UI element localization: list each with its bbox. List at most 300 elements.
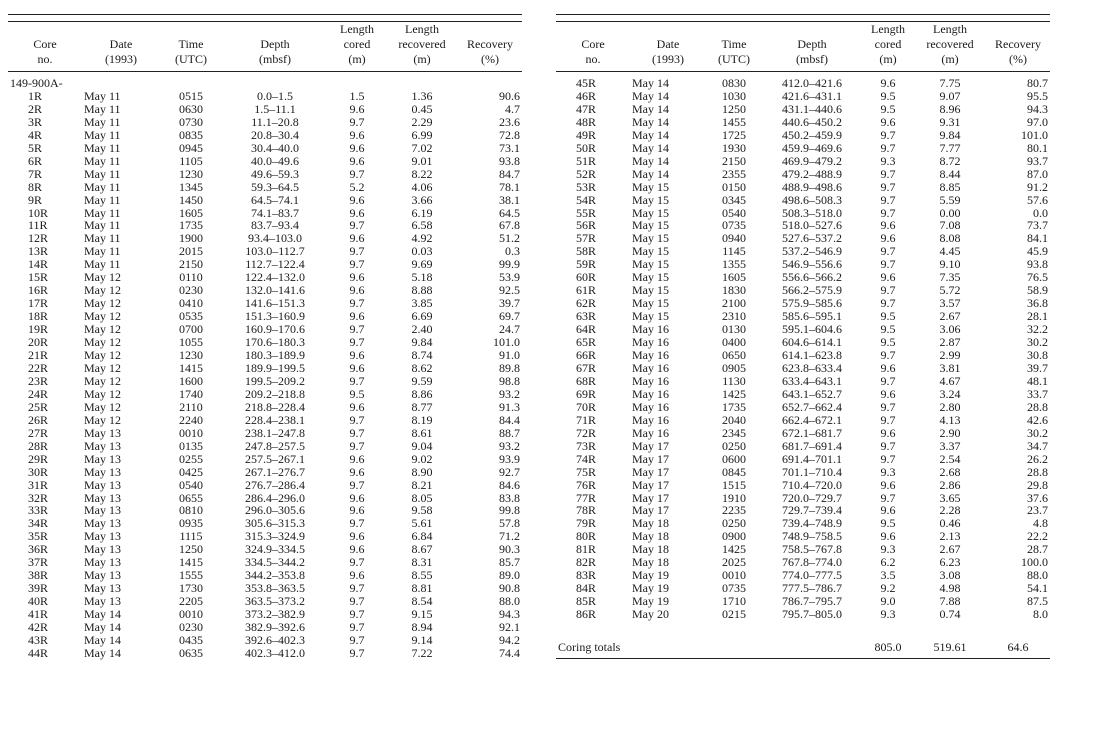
cell-recovery: 36.8 xyxy=(1027,296,1048,311)
cell-depth: 537.2–546.9 xyxy=(782,244,842,259)
cell-depth: 652.7–662.4 xyxy=(782,399,842,414)
table-row xyxy=(556,155,1050,168)
cell-length-cored: 9.7 xyxy=(349,581,365,596)
cell-recovery: 48.1 xyxy=(1027,373,1048,388)
cell-recovery: 74.4 xyxy=(499,645,520,660)
cell-time: 0250 xyxy=(722,516,746,531)
cell-time: 2100 xyxy=(722,296,746,311)
cell-depth: 180.3–189.9 xyxy=(245,348,305,363)
cell-date: May 13 xyxy=(84,451,121,466)
cell-time: 0655 xyxy=(179,490,203,505)
cell-depth: 382.9–392.6 xyxy=(245,620,305,635)
cell-time: 0845 xyxy=(722,464,746,479)
cell-length-cored: 9.6 xyxy=(349,529,365,544)
cell-length-recovered: 8.67 xyxy=(411,542,433,557)
cell-recovery: 45.9 xyxy=(1027,244,1048,259)
cell-depth: 691.4–701.1 xyxy=(782,451,842,466)
cell-core-no: 8R xyxy=(28,179,43,194)
cell-length-recovered: 7.08 xyxy=(939,218,961,233)
cell-core-no: 32R xyxy=(28,490,49,505)
cell-recovery: 90.6 xyxy=(499,88,520,103)
cell-length-cored: 9.7 xyxy=(880,373,896,388)
cell-time: 0810 xyxy=(179,503,203,518)
cell-length-recovered: 7.77 xyxy=(939,140,961,155)
cell-time: 0635 xyxy=(179,645,203,660)
cell-recovery: 88.0 xyxy=(1027,568,1048,583)
cell-recovery: 39.7 xyxy=(499,296,520,311)
cell-depth: 774.0–777.5 xyxy=(782,568,842,583)
cell-length-cored: 9.2 xyxy=(880,581,896,596)
cell-date: May 12 xyxy=(84,360,121,375)
cell-core-no: 73R xyxy=(576,438,597,453)
header-depth: Depth (mbsf) xyxy=(762,22,862,72)
cell-recovery: 54.1 xyxy=(1027,581,1048,596)
cell-length-recovered: 3.08 xyxy=(939,568,961,583)
cell-recovery: 92.1 xyxy=(499,620,520,635)
cell-depth: 421.6–431.1 xyxy=(782,88,842,103)
table-row xyxy=(556,388,1050,401)
cell-time: 0830 xyxy=(722,76,746,90)
cell-length-recovered: 7.02 xyxy=(411,140,433,155)
cell-depth: 49.6–59.3 xyxy=(251,166,299,181)
cell-length-cored: 9.7 xyxy=(880,412,896,427)
cell-core-no: 16R xyxy=(28,283,49,298)
cell-date: May 12 xyxy=(84,283,121,298)
cell-time: 1230 xyxy=(179,348,203,363)
cell-core-no: 41R xyxy=(28,607,49,622)
cell-recovery: 28.1 xyxy=(1027,309,1048,324)
cell-depth: 498.6–508.3 xyxy=(782,192,842,207)
cell-length-recovered: 2.29 xyxy=(411,114,433,129)
cell-core-no: 20R xyxy=(28,335,49,350)
cell-depth: 209.2–218.8 xyxy=(245,386,305,401)
cell-date: May 19 xyxy=(632,594,669,609)
table-row xyxy=(8,479,522,492)
cell-recovery: 80.1 xyxy=(1027,140,1048,155)
cell-depth: 267.1–276.7 xyxy=(245,464,305,479)
table-row xyxy=(8,634,522,647)
cell-core-no: 6R xyxy=(28,153,43,168)
cell-recovery: 29.8 xyxy=(1027,477,1048,492)
cell-length-recovered: 8.90 xyxy=(411,464,433,479)
cell-depth: 305.6–315.3 xyxy=(245,516,305,531)
cell-depth: 189.9–199.5 xyxy=(245,360,305,375)
cell-date: May 14 xyxy=(84,607,121,622)
cell-recovery: 90.8 xyxy=(499,581,520,596)
cell-recovery: 87.0 xyxy=(1027,166,1048,181)
cell-length-recovered: 2.86 xyxy=(939,477,961,492)
cell-date: May 13 xyxy=(84,555,121,570)
cell-length-cored: 9.6 xyxy=(349,309,365,324)
cell-depth: 662.4–672.1 xyxy=(782,412,842,427)
cell-length-cored: 9.3 xyxy=(880,153,896,168)
cell-length-recovered: 6.23 xyxy=(939,555,961,570)
cell-recovery: 24.7 xyxy=(499,322,520,337)
cell-depth: 296.0–305.6 xyxy=(245,503,305,518)
cell-time: 1455 xyxy=(722,114,746,129)
cell-date: May 17 xyxy=(632,477,669,492)
cell-length-recovered: 1.36 xyxy=(411,88,433,103)
cell-time: 0535 xyxy=(179,309,203,324)
cell-length-recovered: 7.75 xyxy=(939,76,961,90)
cell-depth: 527.6–537.2 xyxy=(782,231,842,246)
cell-length-cored: 9.7 xyxy=(349,218,365,233)
cell-time: 1900 xyxy=(179,231,203,246)
cell-core-no: 3R xyxy=(28,114,43,129)
cell-core-no: 44R xyxy=(28,645,49,660)
cell-date: May 15 xyxy=(632,179,669,194)
cell-date: May 14 xyxy=(632,140,669,155)
cell-recovery: 28.8 xyxy=(1027,464,1048,479)
table-row xyxy=(8,129,522,142)
cell-time: 2235 xyxy=(722,503,746,518)
cell-date: May 14 xyxy=(632,76,669,90)
totals-label: Coring totals xyxy=(556,627,862,658)
cell-length-cored: 9.7 xyxy=(349,607,365,622)
cell-length-cored: 9.6 xyxy=(880,425,896,440)
cell-date: May 15 xyxy=(632,309,669,324)
cell-date: May 17 xyxy=(632,451,669,466)
cell-recovery: 91.3 xyxy=(499,399,520,414)
cell-length-recovered: 8.62 xyxy=(411,360,433,375)
cell-recovery: 57.8 xyxy=(499,516,520,531)
cell-depth: 672.1–681.7 xyxy=(782,425,842,440)
cell-recovery: 83.8 xyxy=(499,490,520,505)
cell-length-recovered: 9.69 xyxy=(411,257,433,272)
cell-length-recovered: 2.67 xyxy=(939,542,961,557)
core-table-right xyxy=(556,14,1050,659)
cell-length-cored: 9.7 xyxy=(349,516,365,531)
cell-length-recovered: 5.59 xyxy=(939,192,961,207)
table-row xyxy=(556,103,1050,116)
cell-core-no: 13R xyxy=(28,244,49,259)
cell-date: May 15 xyxy=(632,231,669,246)
cell-length-cored: 9.7 xyxy=(349,114,365,129)
cell-length-recovered: 9.84 xyxy=(411,335,433,350)
cell-depth: 488.9–498.6 xyxy=(782,179,842,194)
cell-date: May 17 xyxy=(632,438,669,453)
cell-length-recovered: 8.85 xyxy=(939,179,961,194)
cell-core-no: 84R xyxy=(576,581,597,596)
cell-time: 1600 xyxy=(179,373,203,388)
totals-recovery: 64.6 xyxy=(986,627,1050,658)
cell-length-cored: 9.7 xyxy=(349,166,365,181)
table-row xyxy=(556,608,1050,621)
cell-length-cored: 9.6 xyxy=(880,529,896,544)
cell-length-cored: 9.7 xyxy=(349,257,365,272)
cell-core-no: 54R xyxy=(576,192,597,207)
cell-recovery: 26.2 xyxy=(1027,451,1048,466)
cell-depth: 334.5–344.2 xyxy=(245,555,305,570)
cell-length-recovered: 5.72 xyxy=(939,283,961,298)
cell-length-recovered: 8.21 xyxy=(411,477,433,492)
cell-date: May 12 xyxy=(84,270,121,285)
cell-depth: 170.6–180.3 xyxy=(245,335,305,350)
cell-length-cored: 5.2 xyxy=(349,179,365,194)
totals-row xyxy=(556,627,1050,658)
cell-recovery: 30.2 xyxy=(1027,335,1048,350)
cell-depth: 0.0–1.5 xyxy=(257,88,293,103)
cell-recovery: 42.6 xyxy=(1027,412,1048,427)
cell-core-no: 78R xyxy=(576,503,597,518)
cell-recovery: 89.0 xyxy=(499,568,520,583)
cell-length-recovered: 2.54 xyxy=(939,451,961,466)
cell-recovery: 99.9 xyxy=(499,257,520,272)
cell-depth: 276.7–286.4 xyxy=(245,477,305,492)
cell-core-no: 58R xyxy=(576,244,597,259)
cell-core-no: 69R xyxy=(576,386,597,401)
cell-length-recovered: 0.03 xyxy=(411,244,433,259)
cell-date: May 16 xyxy=(632,348,669,363)
cell-time: 1030 xyxy=(722,88,746,103)
cell-date: May 13 xyxy=(84,425,121,440)
table-row xyxy=(8,647,522,660)
cell-depth: 701.1–710.4 xyxy=(782,464,842,479)
cell-recovery: 23.6 xyxy=(499,114,520,129)
cell-recovery: 99.8 xyxy=(499,503,520,518)
table-row xyxy=(556,414,1050,427)
cell-recovery: 90.3 xyxy=(499,542,520,557)
table-row xyxy=(8,155,522,168)
cell-length-cored: 9.7 xyxy=(880,451,896,466)
cell-date: May 18 xyxy=(632,529,669,544)
cell-depth: 112.7–122.4 xyxy=(245,257,305,272)
cell-recovery: 73.1 xyxy=(499,140,520,155)
header-length-cored: Length cored (m) xyxy=(328,22,386,72)
cell-length-cored: 9.6 xyxy=(880,503,896,518)
cell-core-no: 52R xyxy=(576,166,597,181)
cell-core-no: 15R xyxy=(28,270,49,285)
cell-recovery: 95.5 xyxy=(1027,88,1048,103)
cell-time: 1115 xyxy=(179,529,203,544)
cell-time: 2110 xyxy=(179,399,203,414)
cell-recovery: 93.8 xyxy=(499,153,520,168)
cell-date: May 15 xyxy=(632,218,669,233)
cell-length-recovered: 4.67 xyxy=(939,373,961,388)
cell-length-cored: 9.6 xyxy=(349,399,365,414)
totals-length-cored: 805.0 xyxy=(862,627,914,658)
site-label: 149-900A- xyxy=(10,76,63,90)
cell-length-cored: 9.7 xyxy=(349,425,365,440)
cell-recovery: 4.7 xyxy=(505,101,520,116)
cell-depth: 786.7–795.7 xyxy=(782,594,842,609)
cell-core-no: 26R xyxy=(28,412,49,427)
cell-length-recovered: 6.69 xyxy=(411,309,433,324)
cell-date: May 19 xyxy=(632,581,669,596)
cell-date: May 14 xyxy=(84,645,121,660)
cell-length-recovered: 2.80 xyxy=(939,399,961,414)
cell-length-cored: 9.6 xyxy=(880,360,896,375)
cell-core-no: 34R xyxy=(28,516,49,531)
cell-time: 0905 xyxy=(722,360,746,375)
cell-time: 0935 xyxy=(179,516,203,531)
cell-length-cored: 9.0 xyxy=(880,594,896,609)
cell-depth: 141.6–151.3 xyxy=(245,296,305,311)
cell-date: May 11 xyxy=(84,205,121,220)
cell-core-no: 81R xyxy=(576,542,597,557)
cell-time: 2015 xyxy=(179,244,203,259)
cell-core-no: 55R xyxy=(576,205,597,220)
cell-date: May 11 xyxy=(84,101,121,116)
table-row xyxy=(8,401,522,414)
cell-length-recovered: 6.99 xyxy=(411,127,433,142)
table-row xyxy=(556,129,1050,142)
cell-date: May 14 xyxy=(632,127,669,142)
cell-recovery: 80.7 xyxy=(1027,76,1048,90)
cell-length-cored: 3.5 xyxy=(880,568,896,583)
cell-core-no: 17R xyxy=(28,296,49,311)
cell-length-recovered: 3.24 xyxy=(939,386,961,401)
cell-time: 1515 xyxy=(722,477,746,492)
cell-recovery: 78.1 xyxy=(499,179,520,194)
cell-length-cored: 9.6 xyxy=(349,568,365,583)
cell-length-recovered: 8.08 xyxy=(939,231,961,246)
cell-length-recovered: 2.40 xyxy=(411,322,433,337)
cell-time: 2345 xyxy=(722,425,746,440)
cell-date: May 11 xyxy=(84,192,121,207)
cell-date: May 18 xyxy=(632,555,669,570)
cell-recovery: 92.7 xyxy=(499,464,520,479)
table-row xyxy=(8,168,522,181)
cell-time: 1425 xyxy=(722,542,746,557)
cell-time: 0735 xyxy=(722,218,746,233)
cell-date: May 12 xyxy=(84,335,121,350)
cell-core-no: 27R xyxy=(28,425,49,440)
cell-length-recovered: 9.58 xyxy=(411,503,433,518)
cell-recovery: 93.2 xyxy=(499,438,520,453)
cell-length-recovered: 3.06 xyxy=(939,322,961,337)
cell-length-recovered: 8.19 xyxy=(411,412,433,427)
cell-length-cored: 9.5 xyxy=(349,386,365,401)
cell-length-recovered: 8.31 xyxy=(411,555,433,570)
cell-date: May 15 xyxy=(632,205,669,220)
cell-core-no: 57R xyxy=(576,231,597,246)
cell-time: 1605 xyxy=(722,270,746,285)
cell-time: 0540 xyxy=(722,205,746,220)
cell-length-cored: 9.6 xyxy=(349,101,365,116)
cell-depth: 324.9–334.5 xyxy=(245,542,305,557)
cell-time: 0600 xyxy=(722,451,746,466)
cell-date: May 12 xyxy=(84,386,121,401)
cell-core-no: 62R xyxy=(576,296,597,311)
cell-length-recovered: 4.45 xyxy=(939,244,961,259)
cell-length-recovered: 6.19 xyxy=(411,205,433,220)
cell-length-recovered: 9.10 xyxy=(939,257,961,272)
cell-time: 0150 xyxy=(722,179,746,194)
cell-length-cored: 9.5 xyxy=(880,516,896,531)
cell-depth: 459.9–469.6 xyxy=(782,140,842,155)
table-row xyxy=(8,194,522,207)
cell-length-cored: 9.6 xyxy=(880,76,896,90)
cell-time: 1730 xyxy=(179,581,203,596)
cell-depth: 353.8–363.5 xyxy=(245,581,305,596)
cell-length-recovered: 8.88 xyxy=(411,283,433,298)
cell-length-cored: 9.3 xyxy=(880,464,896,479)
cell-depth: 777.5–786.7 xyxy=(782,581,842,596)
cell-recovery: 91.0 xyxy=(499,348,520,363)
cell-length-cored: 9.6 xyxy=(880,477,896,492)
header-date: Date (1993) xyxy=(630,22,706,72)
cell-depth: 83.7–93.4 xyxy=(251,218,299,233)
cell-depth: 402.3–412.0 xyxy=(245,645,305,660)
cell-date: May 16 xyxy=(632,425,669,440)
cell-core-no: 74R xyxy=(576,451,597,466)
cell-recovery: 30.8 xyxy=(1027,348,1048,363)
cell-depth: 1.5–11.1 xyxy=(254,101,296,116)
cell-core-no: 39R xyxy=(28,581,49,596)
cell-length-cored: 9.7 xyxy=(349,296,365,311)
cell-date: May 14 xyxy=(632,114,669,129)
cell-time: 0435 xyxy=(179,632,203,647)
cell-core-no: 22R xyxy=(28,360,49,375)
cell-depth: 546.9–556.6 xyxy=(782,257,842,272)
cell-core-no: 60R xyxy=(576,270,597,285)
cell-length-cored: 9.7 xyxy=(880,348,896,363)
cell-core-no: 5R xyxy=(28,140,43,155)
cell-recovery: 97.0 xyxy=(1027,114,1048,129)
cell-length-recovered: 3.65 xyxy=(939,490,961,505)
cell-time: 0110 xyxy=(179,270,203,285)
cell-depth: 758.5–767.8 xyxy=(782,542,842,557)
cell-recovery: 34.7 xyxy=(1027,438,1048,453)
cell-length-cored: 9.6 xyxy=(349,153,365,168)
cell-length-cored: 9.6 xyxy=(349,542,365,557)
header-time: Time (UTC) xyxy=(160,22,222,72)
cell-core-no: 10R xyxy=(28,205,49,220)
cell-time: 0010 xyxy=(179,607,203,622)
cell-length-cored: 9.6 xyxy=(880,218,896,233)
cell-time: 0650 xyxy=(722,348,746,363)
cell-depth: 556.6–566.2 xyxy=(782,270,842,285)
cell-length-cored: 9.7 xyxy=(880,192,896,207)
cell-core-no: 53R xyxy=(576,179,597,194)
cell-length-cored: 9.5 xyxy=(880,309,896,324)
cell-recovery: 28.8 xyxy=(1027,399,1048,414)
cell-core-no: 36R xyxy=(28,542,49,557)
cell-recovery: 93.8 xyxy=(1027,257,1048,272)
cell-length-cored: 9.5 xyxy=(880,88,896,103)
cell-date: May 11 xyxy=(84,127,121,142)
cell-recovery: 22.2 xyxy=(1027,529,1048,544)
cell-length-recovered: 7.35 xyxy=(939,270,961,285)
cell-depth: 729.7–739.4 xyxy=(782,503,842,518)
cell-length-recovered: 9.07 xyxy=(939,88,961,103)
cell-time: 0730 xyxy=(179,114,203,129)
cell-date: May 12 xyxy=(84,296,121,311)
cell-date: May 15 xyxy=(632,192,669,207)
cell-length-recovered: 8.44 xyxy=(939,166,961,181)
cell-length-recovered: 3.85 xyxy=(411,296,433,311)
cell-depth: 623.8–633.4 xyxy=(782,360,842,375)
cell-depth: 315.3–324.9 xyxy=(245,529,305,544)
cell-core-no: 1R xyxy=(28,88,43,103)
cell-length-cored: 9.6 xyxy=(349,205,365,220)
cell-core-no: 66R xyxy=(576,348,597,363)
cell-depth: 122.4–132.0 xyxy=(245,270,305,285)
cell-core-no: 50R xyxy=(576,140,597,155)
cell-time: 0410 xyxy=(179,296,203,311)
cell-recovery: 94.3 xyxy=(1027,101,1048,116)
cell-core-no: 75R xyxy=(576,464,597,479)
cell-core-no: 2R xyxy=(28,101,43,116)
cell-depth: 720.0–729.7 xyxy=(782,490,842,505)
cell-length-cored: 9.7 xyxy=(349,555,365,570)
cell-depth: 431.1–440.6 xyxy=(782,101,842,116)
header-length-recovered: Length recovered (m) xyxy=(386,22,458,72)
cell-recovery: 37.6 xyxy=(1027,490,1048,505)
cell-length-cored: 9.6 xyxy=(349,192,365,207)
cell-time: 0230 xyxy=(179,283,203,298)
